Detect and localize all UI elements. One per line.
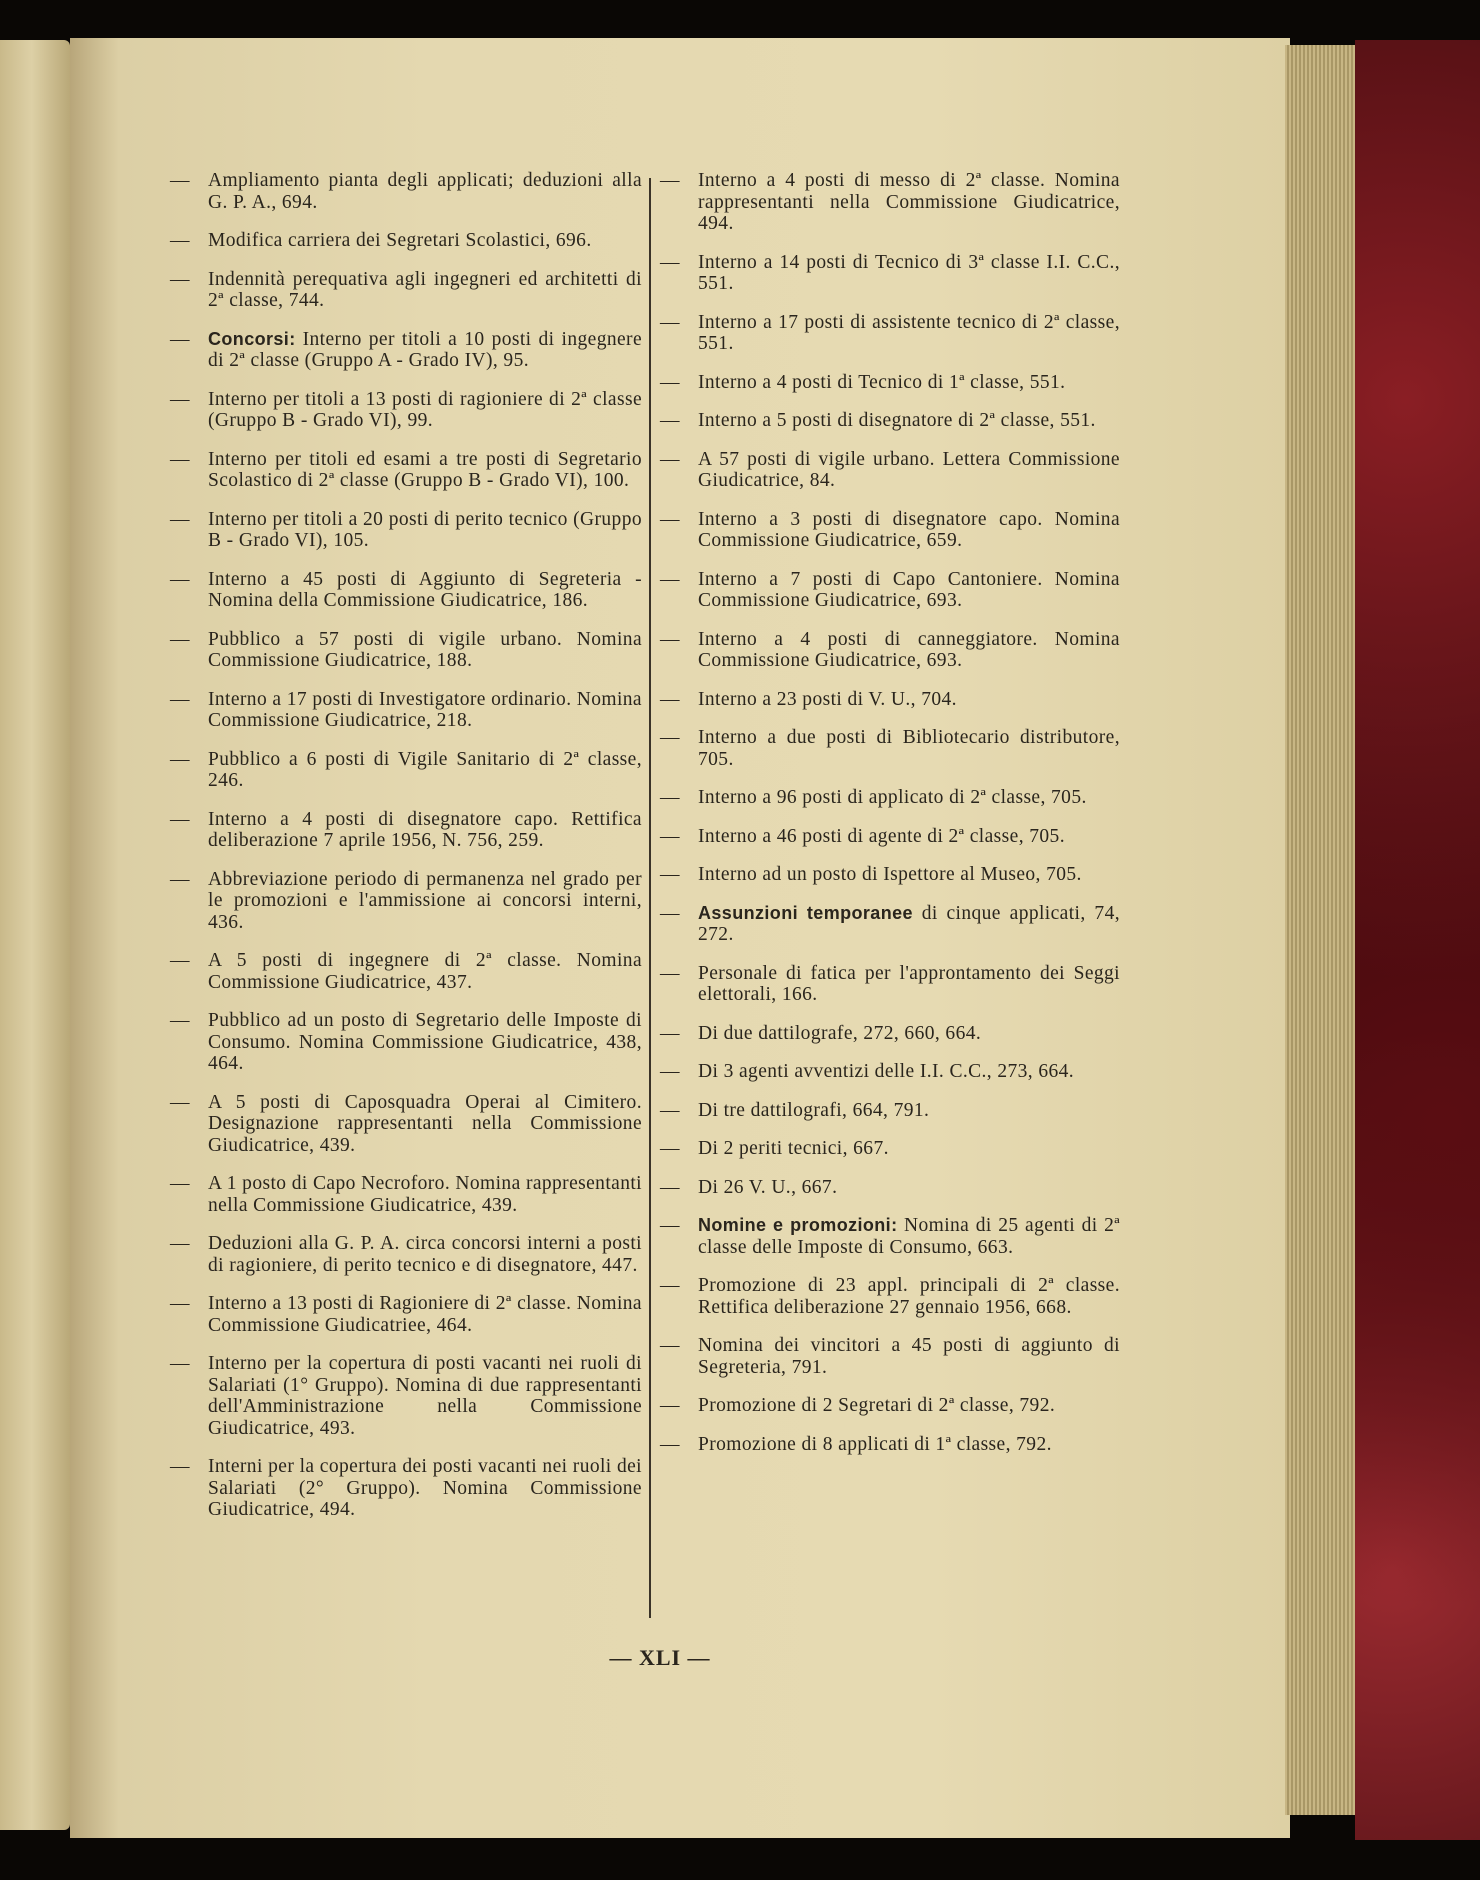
entry-dash: — (660, 962, 680, 984)
index-entry (660, 410, 1120, 432)
entry-text: Interno a 4 posti di Tecnico di 1ª classe, 551. (698, 371, 1066, 393)
entry-dash: — (170, 328, 190, 350)
entry-dash: — (170, 268, 190, 290)
entry-text: Interno ad un posto di Ispettore al Museo, 705. (698, 864, 1082, 885)
entry-dash: — (660, 787, 680, 808)
page-number: — XLI — (609, 1645, 711, 1670)
entry-text: Interno a 17 posti di Investigatore ordinario. Nomina Commissione Giudicatrice, 218. (208, 688, 642, 731)
entry-text: Deduzioni alla G. P. A. circa concorsi interni a posti di ragioniere, di perito tecnico e di disegnatore, 447. (208, 1233, 642, 1276)
index-entry (170, 1293, 642, 1336)
entry-dash: — (660, 1022, 680, 1044)
marbled-cover (1355, 40, 1480, 1840)
index-entry (660, 1215, 1120, 1258)
previous-page-edge (0, 40, 70, 1830)
entry-dash: — (170, 808, 190, 830)
entry-dash: — (170, 628, 190, 650)
entry-text: Interno a 45 posti di Aggiunto di Segreteria - Nomina della Commissione Giudicatrice, 186. (208, 568, 642, 611)
index-entry (170, 389, 642, 432)
entry-dash: — (660, 508, 680, 530)
index-entry (660, 787, 1120, 809)
index-entry (660, 1023, 1120, 1045)
index-entry (660, 569, 1120, 612)
entry-heading: Nomine e promozioni: (698, 1215, 898, 1235)
entry-text: Interni per la copertura dei posti vacanti nei ruoli dei Salariati (2° Gruppo). Nomina Commissione Giudicatrice, 494. (208, 1456, 642, 1520)
entry-text: Interno a 14 posti di Tecnico di 3ª classe I.I. C.C., 551. (698, 251, 1120, 294)
index-entry (170, 1092, 642, 1157)
entry-dash: — (170, 868, 190, 890)
entry-text: Interno per titoli a 20 posti di perito tecnico (Gruppo B - Grado VI), 105. (208, 508, 642, 551)
entry-dash: — (660, 1395, 680, 1416)
entry-text: Pubblico ad un posto di Segretario delle Imposte di Consumo. Nomina Commissione Giudicatrice, 438, 464. (208, 1010, 642, 1074)
entry-dash: — (660, 727, 680, 748)
entry-dash: — (170, 1173, 190, 1194)
entry-text: di cinque applicati, 74, 272. (698, 902, 1120, 945)
index-entry (660, 252, 1120, 295)
entry-dash: — (170, 1091, 190, 1113)
index-entry (660, 1395, 1120, 1417)
entry-text: Interno a 23 posti di V. U., 704. (698, 688, 957, 710)
entry-text: A 57 posti di vigile urbano. Lettera Commissione Giudicatrice, 84. (698, 448, 1120, 491)
entry-dash: — (660, 1335, 680, 1356)
entry-text: Interno a 17 posti di assistente tecnico di 2ª classe, 551. (698, 311, 1120, 354)
entry-text: A 1 posto di Capo Necroforo. Nomina rappresentanti nella Commissione Giudicatrice, 439. (208, 1173, 642, 1216)
index-entry (660, 509, 1120, 552)
entry-dash: — (660, 1138, 680, 1159)
entry-text: Interno a due posti di Bibliotecario distributore, 705. (698, 727, 1120, 770)
entry-dash: — (170, 1353, 190, 1374)
entry-dash: — (660, 902, 680, 924)
entry-dash: — (660, 170, 680, 191)
index-entry (170, 950, 642, 993)
index-entry (170, 230, 642, 252)
entry-dash: — (660, 1099, 680, 1121)
entry-dash: — (660, 1275, 680, 1296)
entry-dash: — (170, 508, 190, 530)
left-index-column (170, 170, 642, 1538)
entry-text: Interno a 7 posti di Capo Cantoniere. Nomina Commissione Giudicatrice, 693. (698, 568, 1120, 611)
entry-text: Di 3 agenti avventizi delle I.I. C.C., 273, 664. (698, 1061, 1075, 1082)
entry-text: A 5 posti di Caposquadra Operai al Cimitero. Designazione rappresentanti nella Commissione Giudicatrice, 439. (208, 1091, 642, 1156)
index-entry (170, 1173, 642, 1216)
index-entry (660, 903, 1120, 946)
index-entry (660, 1100, 1120, 1122)
index-entry (170, 329, 642, 372)
index-entry (170, 1233, 642, 1276)
entry-text: Interno a 5 posti di disegnatore di 2ª classe, 551. (698, 410, 1096, 431)
index-entry (660, 826, 1120, 848)
index-entry (660, 170, 1120, 235)
entry-text: Di 2 periti tecnici, 667. (698, 1138, 889, 1159)
index-entry (660, 1138, 1120, 1160)
entry-text: Modifica carriera dei Segretari Scolastici, 696. (208, 230, 592, 251)
entry-text: Pubblico a 57 posti di vigile urbano. Nomina Commissione Giudicatrice, 188. (208, 628, 642, 671)
entry-dash: — (660, 371, 680, 393)
index-entry (170, 1456, 642, 1521)
entry-dash: — (170, 388, 190, 410)
index-entry (660, 312, 1120, 355)
entry-text: Pubblico a 6 posti di Vigile Sanitario di 2ª classe, 246. (208, 748, 642, 791)
entry-dash: — (170, 170, 190, 191)
index-entry (660, 1275, 1120, 1318)
page-block-edge (1285, 45, 1360, 1815)
index-entry (660, 1177, 1120, 1199)
index-entry (660, 727, 1120, 770)
index-entry (170, 689, 642, 732)
entry-dash: — (660, 864, 680, 885)
index-entry (660, 864, 1120, 886)
index-entry (660, 372, 1120, 394)
entry-text: Interno per titoli a 10 posti di ingegnere di 2ª classe (Gruppo A - Grado IV), 95. (208, 328, 642, 371)
entry-dash: — (660, 251, 680, 273)
entry-text: Di 26 V. U., 667. (698, 1176, 838, 1198)
entry-dash: — (660, 1176, 680, 1198)
entry-dash: — (660, 1061, 680, 1082)
entry-text: Interno a 96 posti di applicato di 2ª classe, 705. (698, 787, 1087, 808)
entry-text: Nomina di 25 agenti di 2ª classe delle Imposte di Consumo, 663. (698, 1215, 1120, 1258)
entry-dash: — (660, 1433, 680, 1455)
index-entry (170, 749, 642, 792)
index-entry (660, 1335, 1120, 1378)
entry-dash: — (660, 688, 680, 710)
index-entry (660, 1061, 1120, 1083)
entry-text: Promozione di 8 applicati di 1ª classe, 792. (698, 1433, 1052, 1455)
entry-dash: — (660, 410, 680, 431)
index-entry (660, 963, 1120, 1006)
entry-dash: — (660, 311, 680, 333)
entry-dash: — (170, 448, 190, 470)
entry-text: Interno per la copertura di posti vacanti nei ruoli di Salariati (1° Gruppo). Nomina di due rappresentanti dell'Amministrazione nella Commissione Giudicatrice, 493. (208, 1353, 642, 1439)
entry-text: Interno a 13 posti di Ragioniere di 2ª classe. Nomina Commissione Giudicatriee, 464. (208, 1293, 642, 1336)
entry-text: Interno per titoli a 13 posti di ragioniere di 2ª classe (Gruppo B - Grado VI), 99. (208, 388, 642, 431)
index-entry (170, 509, 642, 552)
entry-dash: — (170, 1456, 190, 1477)
entry-heading: Concorsi: (208, 328, 296, 349)
entry-dash: — (170, 230, 190, 251)
entry-text: Di tre dattilografi, 664, 791. (698, 1099, 930, 1121)
entry-dash: — (660, 628, 680, 650)
entry-text: Nomina dei vincitori a 45 posti di aggiunto di Segreteria, 791. (698, 1335, 1120, 1378)
entry-dash: — (660, 1215, 680, 1236)
entry-text: Interno a 4 posti di disegnatore capo. Rettifica deliberazione 7 aprile 1956, N. 756, 259. (208, 808, 642, 851)
index-entry (660, 449, 1120, 492)
index-entry (170, 1353, 642, 1439)
entry-dash: — (170, 1233, 190, 1254)
entry-dash: — (170, 748, 190, 770)
entry-text: Di due dattilografe, 272, 660, 664. (698, 1022, 982, 1044)
index-entry (660, 629, 1120, 672)
index-entry (170, 170, 642, 213)
entry-dash: — (660, 448, 680, 470)
entry-text: Interno a 4 posti di canneggiatore. Nomina Commissione Giudicatrice, 693. (698, 628, 1120, 671)
entry-text: Personale di fatica per l'approntamento dei Seggi elettorali, 166. (698, 962, 1120, 1005)
index-entry (170, 809, 642, 852)
entry-text: A 5 posti di ingegnere di 2ª classe. Nomina Commissione Giudicatrice, 437. (208, 950, 642, 993)
entry-heading: Assunzioni temporanee (698, 902, 913, 923)
entry-dash: — (660, 568, 680, 590)
index-entry (660, 689, 1120, 711)
index-entry (170, 869, 642, 934)
entry-dash: — (170, 568, 190, 590)
entry-text: Interno a 3 posti di disegnatore capo. Nomina Commissione Giudicatrice, 659. (698, 508, 1120, 551)
index-entry (170, 1010, 642, 1075)
entry-dash: — (660, 825, 680, 847)
index-entry (660, 1434, 1120, 1456)
entry-dash: — (170, 1293, 190, 1314)
index-entry (170, 569, 642, 612)
entry-text: Interno a 4 posti di messo di 2ª classe. Nomina rappresentanti nella Commissione Giudicatrice, 494. (698, 170, 1120, 234)
entry-text: Interno a 46 posti di agente di 2ª classe, 705. (698, 825, 1065, 847)
entry-text: Indennità perequativa agli ingegneri ed architetti di 2ª classe, 744. (208, 268, 642, 311)
index-entry (170, 449, 642, 492)
right-index-column (660, 170, 1120, 1472)
entry-text: Abbreviazione periodo di permanenza nel grado per le promozioni e l'ammissione ai concorsi interni, 436. (208, 868, 642, 933)
entry-text: Ampliamento pianta degli applicati; deduzioni alla G. P. A., 694. (208, 170, 642, 213)
entry-dash: — (170, 950, 190, 971)
index-entry (170, 269, 642, 312)
column-divider (649, 178, 651, 1618)
entry-text: Promozione di 23 appl. principali di 2ª classe. Rettifica deliberazione 27 gennaio 1956, 668. (698, 1275, 1120, 1318)
entry-text: Promozione di 2 Segretari di 2ª classe, 792. (698, 1395, 1056, 1416)
entry-text: Interno per titoli ed esami a tre posti di Segretario Scolastico di 2ª classe (Gruppo B - Grado VI), 100. (208, 448, 642, 491)
index-entry (170, 629, 642, 672)
entry-dash: — (170, 688, 190, 710)
entry-dash: — (170, 1010, 190, 1031)
